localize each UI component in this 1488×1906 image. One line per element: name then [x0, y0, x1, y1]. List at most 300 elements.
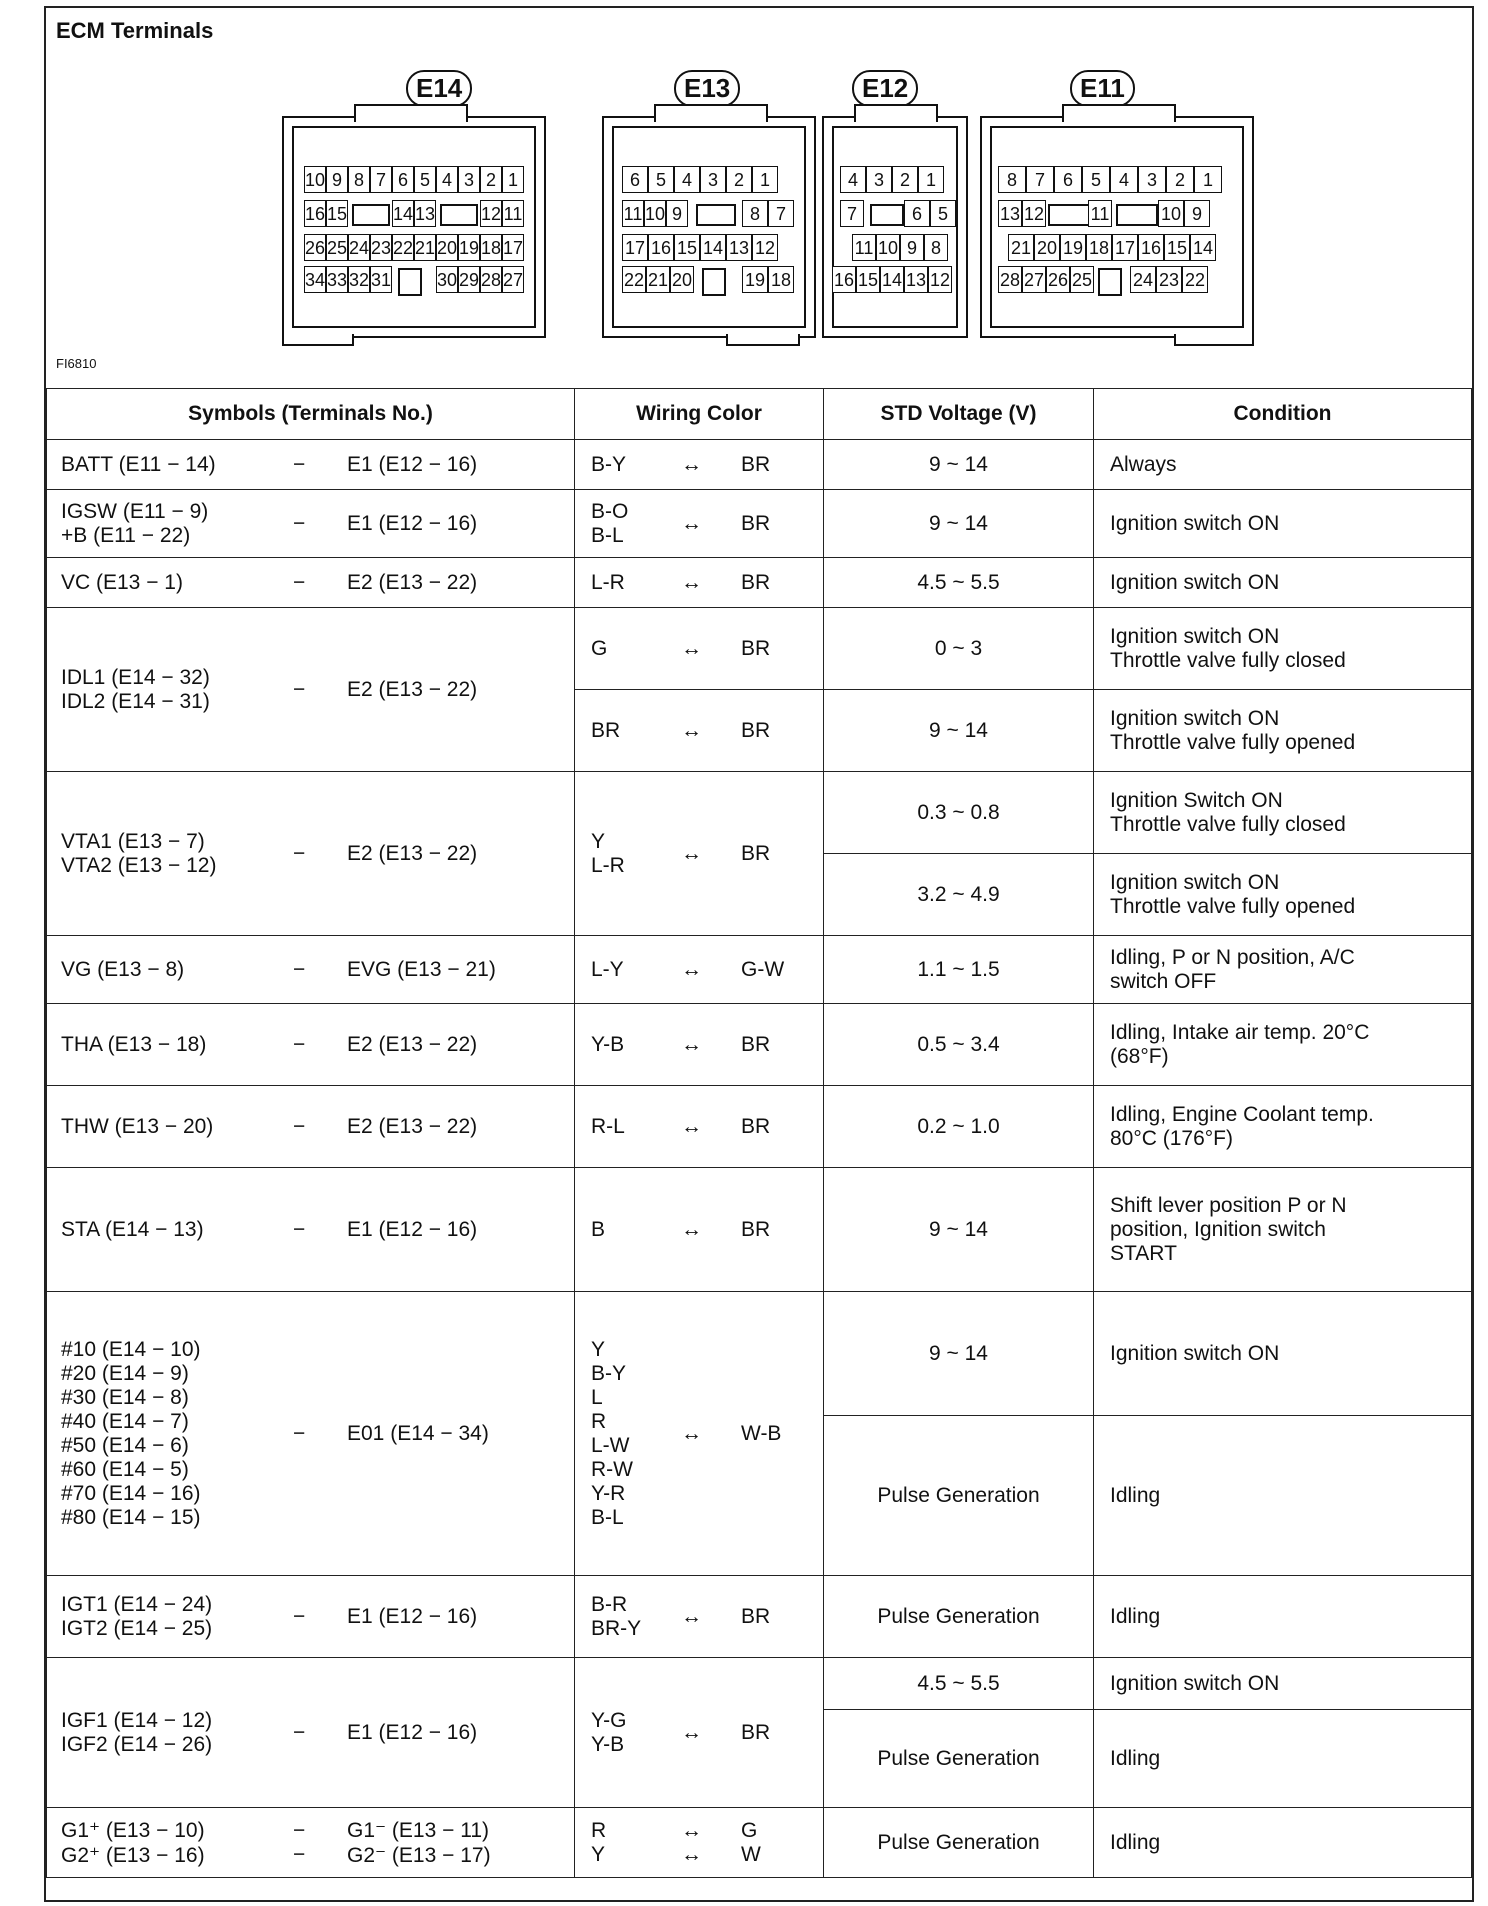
page-title: ECM Terminals	[56, 18, 214, 43]
pin-e14: 17	[502, 234, 524, 261]
dash: −	[293, 1217, 306, 1241]
connector-e11	[980, 116, 1254, 338]
dash: − −	[293, 1818, 306, 1866]
pin-e12: 9	[900, 234, 924, 261]
wire-color-ground: G-W	[741, 957, 785, 981]
wiring-color-cell	[575, 1808, 824, 1878]
pin-e14: 22	[392, 234, 414, 261]
std-voltage: 0.3 ~ 0.8	[824, 772, 1094, 854]
wire-color: Y-G Y-B	[591, 1708, 627, 1756]
wire-color-ground: BR	[741, 1114, 771, 1138]
keyway	[352, 204, 390, 226]
pin-e11: 15	[1164, 234, 1190, 261]
wiring-pair	[591, 1709, 807, 1757]
condition: Ignition switch ON	[1094, 1658, 1472, 1710]
table-row	[47, 772, 1472, 854]
wire-color-ground: BR	[741, 1720, 771, 1744]
arrow: ↔	[681, 1032, 702, 1056]
pin-e13: 17	[622, 234, 648, 261]
wire-color: B-O B-L	[591, 499, 629, 547]
ground-terminal: E2 (E13 − 22)	[347, 1032, 478, 1056]
table-row	[47, 936, 1472, 1004]
pin-e14: 2	[480, 166, 502, 193]
ground-terminal: E1 (E12 − 16)	[347, 1217, 478, 1241]
pin-e14: 31	[370, 266, 392, 293]
connector-foot	[1174, 334, 1254, 346]
pin-e11: 25	[1070, 266, 1094, 293]
latch	[654, 104, 768, 122]
wire-color-ground: W-B	[741, 1421, 782, 1445]
symbols-cell	[47, 936, 575, 1004]
wiring-pair	[591, 571, 807, 595]
std-voltage: 4.5 ~ 5.5	[824, 1658, 1094, 1710]
wire-color: G	[591, 636, 608, 660]
dash: −	[293, 511, 306, 535]
wiring-color-cell	[575, 772, 824, 936]
std-voltage: 1.1 ~ 1.5	[824, 936, 1094, 1004]
dash: −	[293, 841, 306, 865]
pin-e14: 21	[414, 234, 436, 261]
pin-e14: 26	[304, 234, 326, 261]
symbol-terminal: G1⁺ (E13 − 10) G2⁺ (E13 − 16)	[61, 1818, 205, 1867]
pin-e11: 4	[1110, 166, 1138, 193]
arrow: ↔	[681, 511, 702, 535]
document-frame	[44, 6, 1474, 1902]
pin-e11: 6	[1054, 166, 1082, 193]
pin-e14: 30	[436, 266, 458, 293]
latch	[1062, 104, 1176, 122]
symbols-cell	[47, 490, 575, 558]
keyway	[702, 268, 726, 296]
pin-e13: 5	[648, 166, 674, 193]
pin-e13: 15	[674, 234, 700, 261]
symbols-cell	[47, 608, 575, 772]
table-row	[47, 1658, 1472, 1710]
wiring-color-cell	[575, 1576, 824, 1658]
wiring-color-cell	[575, 440, 824, 490]
pin-e14: 5	[414, 166, 436, 193]
symbol-terminal: VC (E13 − 1)	[61, 570, 183, 594]
pin-e13: 11	[622, 200, 644, 227]
ground-terminal: E01 (E14 − 34)	[347, 1421, 489, 1445]
symbols-cell	[47, 1658, 575, 1808]
condition: Idling, Intake air temp. 20°C (68°F)	[1094, 1004, 1472, 1086]
symbols-cell	[47, 1808, 575, 1878]
condition: Ignition Switch ON Throttle valve fully closed	[1094, 772, 1472, 854]
wire-color: BR	[591, 718, 621, 742]
arrow: ↔	[681, 570, 702, 594]
wiring-color-cell	[575, 1168, 824, 1292]
symbol-pair	[61, 1115, 574, 1139]
wiring-pair	[591, 1338, 807, 1530]
symbols-cell	[47, 1004, 575, 1086]
pin-e14: 8	[348, 166, 370, 193]
pin-e13: 22	[622, 266, 646, 293]
pin-e12: 16	[832, 266, 856, 293]
pin-e13: 4	[674, 166, 700, 193]
keyway	[1048, 204, 1090, 226]
arrow: ↔	[681, 718, 702, 742]
wiring-color-cell	[575, 490, 824, 558]
condition: Idling	[1094, 1710, 1472, 1808]
condition: Idling, P or N position, A/C switch OFF	[1094, 936, 1472, 1004]
std-voltage: 0.2 ~ 1.0	[824, 1086, 1094, 1168]
pin-e13: 18	[768, 266, 794, 293]
std-voltage: 0 ~ 3	[824, 608, 1094, 690]
table-row	[47, 1004, 1472, 1086]
wiring-color-cell	[575, 558, 824, 608]
pin-e14: 9	[326, 166, 348, 193]
table-header-row	[47, 389, 1472, 440]
pin-e11: 24	[1130, 266, 1156, 293]
arrow: ↔	[681, 1421, 702, 1445]
arrow: ↔	[681, 1604, 702, 1628]
pin-e12: 8	[924, 234, 948, 261]
pin-e11: 12	[1022, 200, 1046, 227]
arrow: ↔	[681, 1720, 702, 1744]
wire-color-ground: BR	[741, 1217, 771, 1241]
condition: Idling	[1094, 1576, 1472, 1658]
pin-e11: 21	[1008, 234, 1034, 261]
table-row	[47, 1168, 1472, 1292]
pin-e14: 12	[480, 200, 502, 227]
pin-e11: 27	[1022, 266, 1046, 293]
pin-e13: 8	[742, 200, 768, 227]
symbols-cell	[47, 1576, 575, 1658]
ground-terminal: EVG (E13 − 21)	[347, 957, 496, 981]
pin-e13: 9	[666, 200, 688, 227]
pin-e14: 25	[326, 234, 348, 261]
header-std-voltage: STD Voltage (V)	[824, 389, 1094, 440]
wiring-color-cell	[575, 1086, 824, 1168]
header-wiring-color: Wiring Color	[575, 389, 824, 440]
connector-label-e12: E12	[852, 70, 918, 107]
ground-terminal: E1 (E12 − 16)	[347, 511, 478, 535]
condition: Ignition switch ON	[1094, 1292, 1472, 1416]
pin-e12: 7	[840, 200, 864, 227]
pin-e11: 17	[1112, 234, 1138, 261]
pin-e11: 16	[1138, 234, 1164, 261]
pin-e12: 13	[904, 266, 928, 293]
pin-e14: 18	[480, 234, 502, 261]
symbol-terminal: STA (E14 − 13)	[61, 1217, 204, 1241]
wiring-color-cell	[575, 608, 824, 690]
wire-color: L-R	[591, 570, 625, 594]
pin-e13: 20	[670, 266, 694, 293]
wiring-color-cell	[575, 936, 824, 1004]
ground-terminal: E1 (E12 − 16)	[347, 1720, 478, 1744]
wiring-pair	[591, 958, 807, 982]
keyway	[440, 204, 478, 226]
pin-e11: 10	[1158, 200, 1184, 227]
pin-e14: 10	[304, 166, 326, 193]
pin-e11: 2	[1166, 166, 1194, 193]
wiring-pair	[591, 830, 807, 878]
arrow: ↔	[681, 636, 702, 660]
table-row	[47, 1086, 1472, 1168]
condition: Always	[1094, 440, 1472, 490]
dash: −	[293, 1032, 306, 1056]
keyway	[398, 268, 422, 296]
pin-e12: 10	[876, 234, 900, 261]
pin-e12: 14	[880, 266, 904, 293]
symbol-pair	[61, 1338, 574, 1530]
pin-e11: 11	[1088, 200, 1112, 227]
symbol-terminal: THA (E13 − 18)	[61, 1032, 207, 1056]
pin-e13: 10	[644, 200, 666, 227]
pin-e14: 16	[304, 200, 326, 227]
pin-e12: 12	[928, 266, 952, 293]
pin-e11: 26	[1046, 266, 1070, 293]
wire-color-ground: BR	[741, 1604, 771, 1628]
wiring-pair	[591, 1115, 807, 1139]
pin-e14: 33	[326, 266, 348, 293]
latch	[854, 104, 938, 122]
pin-e11: 28	[998, 266, 1022, 293]
connector-foot	[726, 334, 800, 346]
std-voltage: 9 ~ 14	[824, 440, 1094, 490]
pin-e13: 21	[646, 266, 670, 293]
dash: −	[293, 1604, 306, 1628]
symbols-cell	[47, 772, 575, 936]
symbol-pair	[61, 958, 574, 982]
latch	[354, 104, 468, 122]
pin-e12: 5	[930, 200, 956, 227]
dash: −	[293, 570, 306, 594]
wire-color-ground: BR	[741, 636, 771, 660]
pin-e14: 23	[370, 234, 392, 261]
pin-e12: 2	[892, 166, 918, 193]
symbol-pair	[61, 1709, 574, 1757]
dash: −	[293, 957, 306, 981]
wire-color: Y-B	[591, 1032, 625, 1056]
wiring-pair	[591, 500, 807, 548]
std-voltage: 9 ~ 14	[824, 490, 1094, 558]
wire-color-ground: BR	[741, 841, 771, 865]
keyway	[696, 204, 736, 226]
table-body	[47, 440, 1472, 1878]
table-row	[47, 1292, 1472, 1416]
pin-e13: 13	[726, 234, 752, 261]
pin-e14: 14	[392, 200, 414, 227]
std-voltage: Pulse Generation	[824, 1576, 1094, 1658]
pin-e13: 16	[648, 234, 674, 261]
std-voltage: Pulse Generation	[824, 1808, 1094, 1878]
pin-e14: 34	[304, 266, 326, 293]
pin-e12: 15	[856, 266, 880, 293]
pin-e14: 15	[326, 200, 348, 227]
wire-color: Y L-R	[591, 829, 625, 877]
symbol-terminal: IGSW (E11 − 9) +B (E11 − 22)	[61, 499, 209, 547]
symbols-cell	[47, 440, 575, 490]
ground-terminal: E1 (E12 − 16)	[347, 1604, 478, 1628]
wire-color: L-Y	[591, 957, 624, 981]
ground-terminal: E2 (E13 − 22)	[347, 570, 478, 594]
wiring-color-cell	[575, 690, 824, 772]
wiring-color-cell	[575, 1292, 824, 1576]
condition: Ignition switch ON	[1094, 490, 1472, 558]
pin-e13: 19	[742, 266, 768, 293]
arrow: ↔	[681, 1217, 702, 1241]
header-symbols: Symbols (Terminals No.)	[47, 389, 575, 440]
condition: Ignition switch ON Throttle valve fully opened	[1094, 690, 1472, 772]
std-voltage: 0.5 ~ 3.4	[824, 1004, 1094, 1086]
pin-e13: 6	[622, 166, 648, 193]
symbol-terminal: IGF1 (E14 − 12) IGF2 (E14 − 26)	[61, 1708, 213, 1756]
symbols-cell	[47, 1168, 575, 1292]
condition: Idling	[1094, 1416, 1472, 1576]
dash: −	[293, 452, 306, 476]
symbol-terminal: VTA1 (E13 − 7) VTA2 (E13 − 12)	[61, 829, 217, 877]
ground-terminal: E2 (E13 − 22)	[347, 1114, 478, 1138]
symbol-terminal: IDL1 (E14 − 32) IDL2 (E14 − 31)	[61, 665, 210, 713]
pin-e14: 29	[458, 266, 480, 293]
arrow: ↔	[681, 452, 702, 476]
pin-e11: 1	[1194, 166, 1222, 193]
condition: Shift lever position P or N position, Ignition switch START	[1094, 1168, 1472, 1292]
pin-e11: 5	[1082, 166, 1110, 193]
std-voltage: Pulse Generation	[824, 1710, 1094, 1808]
connector-diagram	[46, 8, 1472, 388]
table-row	[47, 490, 1472, 558]
pin-e13: 7	[768, 200, 794, 227]
condition: Ignition switch ON Throttle valve fully closed	[1094, 608, 1472, 690]
std-voltage: 3.2 ~ 4.9	[824, 854, 1094, 936]
pin-e11: 23	[1156, 266, 1182, 293]
connector-foot	[282, 334, 354, 346]
wire-color: B-Y	[591, 452, 627, 476]
dash: −	[293, 1720, 306, 1744]
condition: Ignition switch ON	[1094, 558, 1472, 608]
pin-e12: 6	[904, 200, 930, 227]
pin-e13: 3	[700, 166, 726, 193]
wire-color: Y B-Y L R L-W R-W Y-R B-L	[591, 1337, 633, 1529]
pin-e12: 11	[852, 234, 876, 261]
condition: Idling, Engine Coolant temp. 80°C (176°F)	[1094, 1086, 1472, 1168]
dash: −	[293, 677, 306, 701]
condition: Idling	[1094, 1808, 1472, 1878]
symbols-cell	[47, 558, 575, 608]
std-voltage: 9 ~ 14	[824, 690, 1094, 772]
wiring-pair	[591, 1593, 807, 1641]
pin-e11: 9	[1184, 200, 1210, 227]
std-voltage: 9 ~ 14	[824, 1168, 1094, 1292]
wire-color-ground: BR	[741, 570, 771, 594]
wiring-pair	[591, 1033, 807, 1057]
arrow: ↔	[681, 1114, 702, 1138]
symbol-pair	[61, 830, 574, 878]
condition: Ignition switch ON Throttle valve fully opened	[1094, 854, 1472, 936]
symbol-pair	[61, 500, 574, 548]
symbol-pair	[61, 1218, 574, 1242]
symbol-pair	[61, 1818, 574, 1868]
symbol-pair	[61, 453, 574, 477]
ground-terminal: G1⁻ (E13 − 11) G2⁻ (E13 − 17)	[347, 1818, 491, 1867]
header-condition: Condition	[1094, 389, 1472, 440]
symbols-cell	[47, 1086, 575, 1168]
connector-label-e14: E14	[406, 70, 472, 107]
pin-e14: 28	[480, 266, 502, 293]
pin-e11: 19	[1060, 234, 1086, 261]
symbol-terminal: IGT1 (E14 − 24) IGT2 (E14 − 25)	[61, 1592, 213, 1640]
pin-e11: 22	[1182, 266, 1208, 293]
pin-e14: 20	[436, 234, 458, 261]
wire-color: B	[591, 1217, 606, 1241]
pin-e14: 27	[502, 266, 524, 293]
symbol-pair	[61, 571, 574, 595]
symbol-terminal: BATT (E11 − 14)	[61, 452, 216, 476]
wire-color: R-L	[591, 1114, 625, 1138]
wiring-pair	[591, 1218, 807, 1242]
wire-color: R Y	[591, 1818, 607, 1866]
pin-e14: 19	[458, 234, 480, 261]
pin-e11: 7	[1026, 166, 1054, 193]
std-voltage: 4.5 ~ 5.5	[824, 558, 1094, 608]
pin-e13: 12	[752, 234, 778, 261]
table-row	[47, 1576, 1472, 1658]
pin-e11: 3	[1138, 166, 1166, 193]
pin-e12: 3	[866, 166, 892, 193]
pin-e14: 13	[414, 200, 436, 227]
pin-e11: 8	[998, 166, 1026, 193]
table-row	[47, 1808, 1472, 1878]
pin-e14: 7	[370, 166, 392, 193]
std-voltage: 9 ~ 14	[824, 1292, 1094, 1416]
ground-terminal: E1 (E12 − 16)	[347, 452, 478, 476]
symbol-pair	[61, 1033, 574, 1057]
symbol-pair	[61, 666, 574, 714]
figure-id: FI6810	[56, 356, 97, 371]
wiring-pair	[591, 1819, 807, 1867]
ground-terminal: E2 (E13 − 22)	[347, 841, 478, 865]
wire-color-ground: BR	[741, 1032, 771, 1056]
pin-e11: 20	[1034, 234, 1060, 261]
wiring-color-cell	[575, 1004, 824, 1086]
wiring-color-cell	[575, 1658, 824, 1808]
keyway	[1098, 268, 1122, 296]
keyway	[870, 204, 904, 226]
wiring-pair	[591, 719, 807, 743]
std-voltage: Pulse Generation	[824, 1416, 1094, 1576]
symbol-terminal: THW (E13 − 20)	[61, 1114, 214, 1138]
pin-e14: 24	[348, 234, 370, 261]
connector-label-e11: E11	[1070, 70, 1135, 107]
wire-color-ground: BR	[741, 718, 771, 742]
connector-label-e13: E13	[674, 70, 740, 107]
symbol-terminal: #10 (E14 − 10) #20 (E14 − 9) #30 (E14 − 8) #40 (E14 − 7) #50 (E14 − 6) #60 (E14 − 5) #70 (E14 − 16) #80 (E14 − 15)	[61, 1337, 201, 1529]
table-row	[47, 608, 1472, 690]
pin-e13: 1	[752, 166, 778, 193]
ground-terminal: E2 (E13 − 22)	[347, 677, 478, 701]
symbols-cell	[47, 1292, 575, 1576]
dash: −	[293, 1114, 306, 1138]
table-row	[47, 558, 1472, 608]
wire-color: B-R BR-Y	[591, 1592, 642, 1640]
pin-e13: 14	[700, 234, 726, 261]
wire-color-ground: G W	[741, 1818, 761, 1866]
pin-e12: 1	[918, 166, 944, 193]
pin-e14: 1	[502, 166, 524, 193]
symbol-terminal: VG (E13 − 8)	[61, 957, 185, 981]
arrow: ↔	[681, 957, 702, 981]
pin-e14: 3	[458, 166, 480, 193]
pin-e14: 32	[348, 266, 370, 293]
symbol-pair	[61, 1593, 574, 1641]
arrow: ↔ ↔	[681, 1818, 702, 1866]
keyway	[1116, 204, 1158, 226]
pin-e11: 14	[1190, 234, 1216, 261]
pin-e11: 18	[1086, 234, 1112, 261]
